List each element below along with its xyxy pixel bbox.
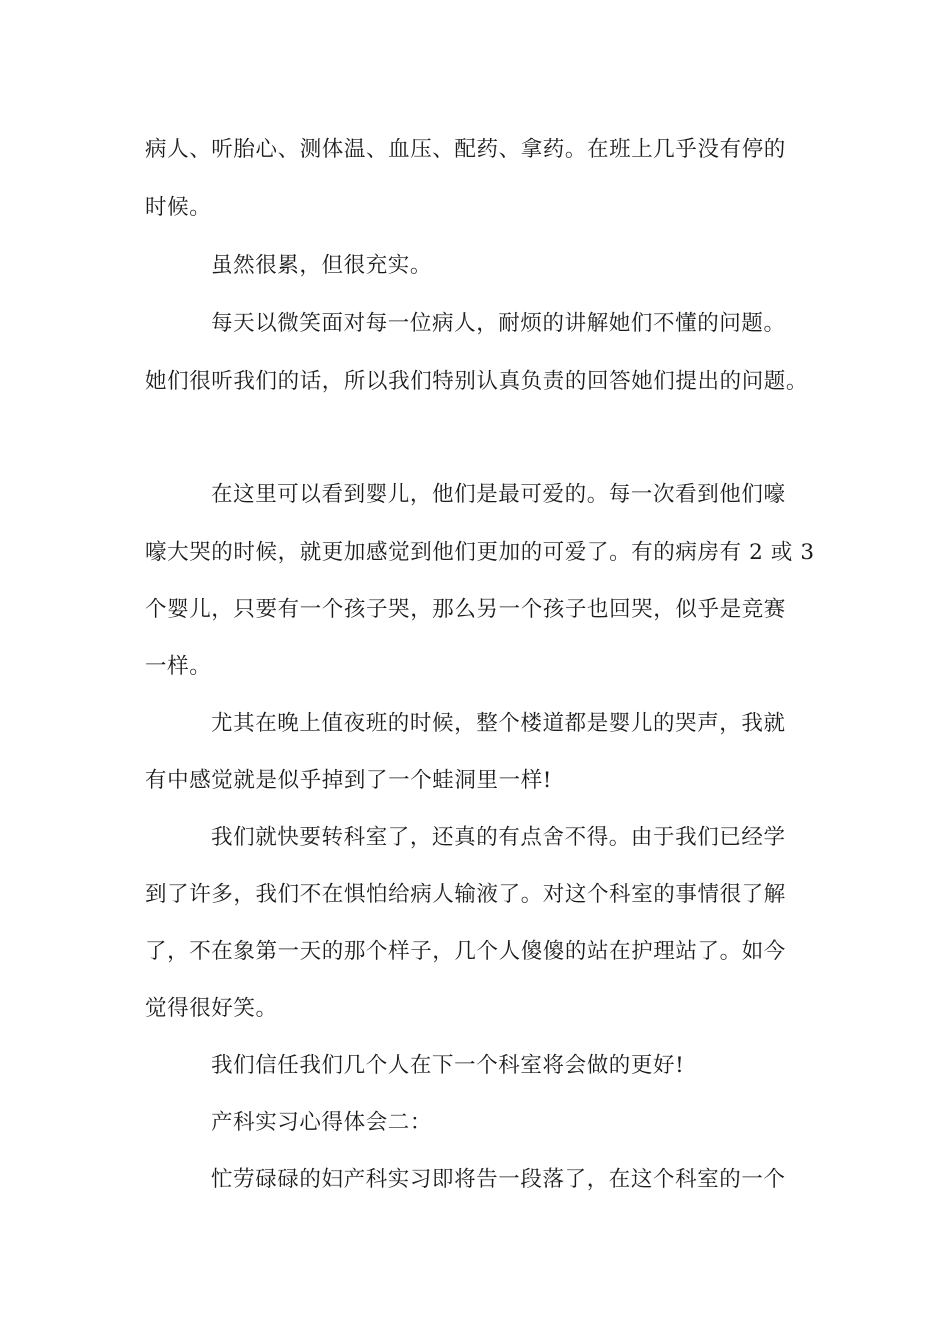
text-line: 在这里可以看到婴儿，他们是最可爱的。每一次看到他们嚎 [211,482,786,507]
text-line: 觉得很好笑。 [145,996,278,1021]
text-line: 尤其在晚上值夜班的时候，整个楼道都是婴儿的哭声，我就 [211,711,786,736]
text-line: 我们就快要转科室了，还真的有点舍不得。由于我们已经学 [211,825,786,850]
text-line: 时候。 [145,195,212,220]
text-line: 虽然很累，但很充实。 [211,253,433,278]
text-line: 了，不在象第一天的那个样子，几个人傻傻的站在护理站了。如今 [145,939,786,964]
section-heading: 产科实习心得体会二： [211,1110,433,1135]
text-line: 嚎大哭的时候，就更加感觉到他们更加的可爱了。有的病房有 2 或 3 [145,540,815,565]
text-line: 有中感觉就是似乎掉到了一个蛙洞里一样! [145,768,553,793]
text-line: 一样。 [145,654,212,679]
text-line: 个婴儿，只要有一个孩子哭，那么另一个孩子也回哭，似乎是竞赛 [145,597,786,622]
text-line: 病人、听胎心、测体温、血压、配药、拿药。在班上几乎没有停的 [145,137,786,162]
text-line: 我们信任我们几个人在下一个科室将会做的更好! [211,1053,685,1078]
text-line: 忙劳碌碌的妇产科实习即将告一段落了，在这个科室的一个 [211,1167,786,1192]
text-line: 每天以微笑面对每一位病人，耐烦的讲解她们不懂的问题。 [211,311,786,336]
text-line: 到了许多，我们不在惧怕给病人输液了。对这个科室的事情很了解 [145,882,786,907]
text-line: 她们很听我们的话，所以我们特别认真负责的回答她们提出的问题。 [145,369,809,394]
